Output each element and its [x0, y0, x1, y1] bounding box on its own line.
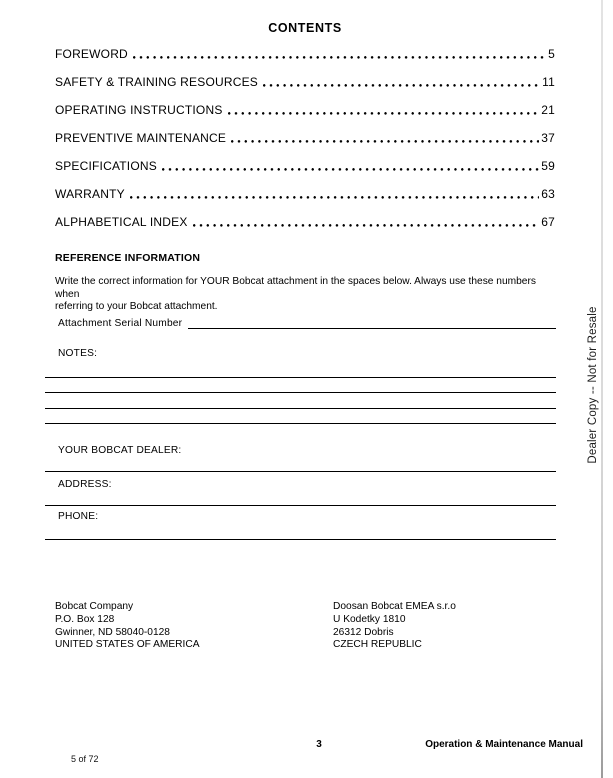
dot-leader [231, 131, 539, 144]
address-line: 26312 Dobris [333, 626, 394, 638]
notes-blank-line [45, 377, 556, 378]
toc-page-number: 5 [548, 47, 555, 61]
toc-entry-specifications [55, 159, 555, 172]
toc-entry-label: WARRANTY [55, 187, 125, 201]
notes-blank-line [45, 423, 556, 424]
dot-leader [133, 47, 546, 60]
dealer-blank-line [45, 471, 556, 472]
toc-entry-label: SPECIFICATIONS [55, 159, 157, 173]
address-label: ADDRESS: [58, 479, 112, 490]
notes-blank-line [45, 392, 556, 393]
toc-entry-label: SAFETY & TRAINING RESOURCES [55, 75, 258, 89]
toc-entry-index [55, 215, 555, 228]
phone-label: PHONE: [58, 511, 99, 522]
address-line: Gwinner, ND 58040-0128 [55, 626, 170, 638]
dot-leader [228, 103, 540, 116]
address-line: Doosan Bobcat EMEA s.r.o [333, 601, 456, 612]
address-line: CZECH REPUBLIC [333, 639, 422, 651]
dealer-label: YOUR BOBCAT DEALER: [58, 445, 182, 456]
notes-blank-line [45, 408, 556, 409]
address-line: U Kodetky 1810 [333, 613, 406, 625]
toc-page-number: 21 [541, 103, 555, 117]
toc-page-number: 59 [541, 159, 555, 173]
emea-company-address [333, 601, 456, 652]
dot-leader [130, 187, 539, 200]
address-line: UNITED STATES OF AMERICA [55, 639, 200, 651]
footer-page-number: 3 [316, 739, 322, 750]
toc-page-number: 37 [541, 131, 555, 145]
toc-entry-operating [55, 103, 555, 116]
serial-number-label: Attachment Serial Number [58, 318, 183, 329]
dealer-copy-watermark: Dealer Copy -- Not for Resale [587, 306, 599, 464]
footer-manual-title: Operation & Maintenance Manual [425, 739, 583, 750]
notes-label: NOTES: [58, 348, 98, 359]
toc-page-number: 63 [541, 187, 555, 201]
toc-entry-foreword [55, 47, 555, 60]
us-company-address [55, 601, 200, 652]
reference-info-text [55, 276, 560, 314]
page-title: CONTENTS [268, 21, 342, 35]
toc-entry-label: PREVENTIVE MAINTENANCE [55, 131, 227, 145]
page-scan-edge-line [601, 0, 603, 778]
table-of-contents [55, 47, 555, 243]
reference-info-heading: REFERENCE INFORMATION [55, 252, 201, 264]
toc-page-number: 11 [542, 75, 555, 89]
address-line: P.O. Box 128 [55, 613, 115, 625]
reference-info-line2: referring to your Bobcat attachment. [55, 301, 218, 312]
toc-entry-label: ALPHABETICAL INDEX [55, 215, 188, 229]
address-line: Bobcat Company [55, 601, 134, 612]
toc-entry-label: FOREWORD [55, 47, 128, 61]
serial-number-row [58, 316, 556, 329]
dot-leader [263, 75, 540, 88]
page-footer [55, 739, 583, 751]
dot-leader [162, 159, 539, 172]
toc-entry-safety [55, 75, 555, 88]
toc-entry-preventive [55, 131, 555, 144]
toc-entry-warranty [55, 187, 555, 200]
toc-page-number: 67 [541, 215, 555, 229]
reference-info-line1: Write the correct information for YOUR Bobcat attachment in the spaces below. Always use these numbers when [55, 276, 536, 300]
dot-leader [193, 215, 540, 228]
phone-blank-line [45, 539, 556, 540]
address-blank-line [45, 505, 556, 506]
sheet-counter: 5 of 72 [71, 754, 99, 764]
serial-number-blank-line [188, 316, 556, 329]
toc-entry-label: OPERATING INSTRUCTIONS [55, 103, 223, 117]
